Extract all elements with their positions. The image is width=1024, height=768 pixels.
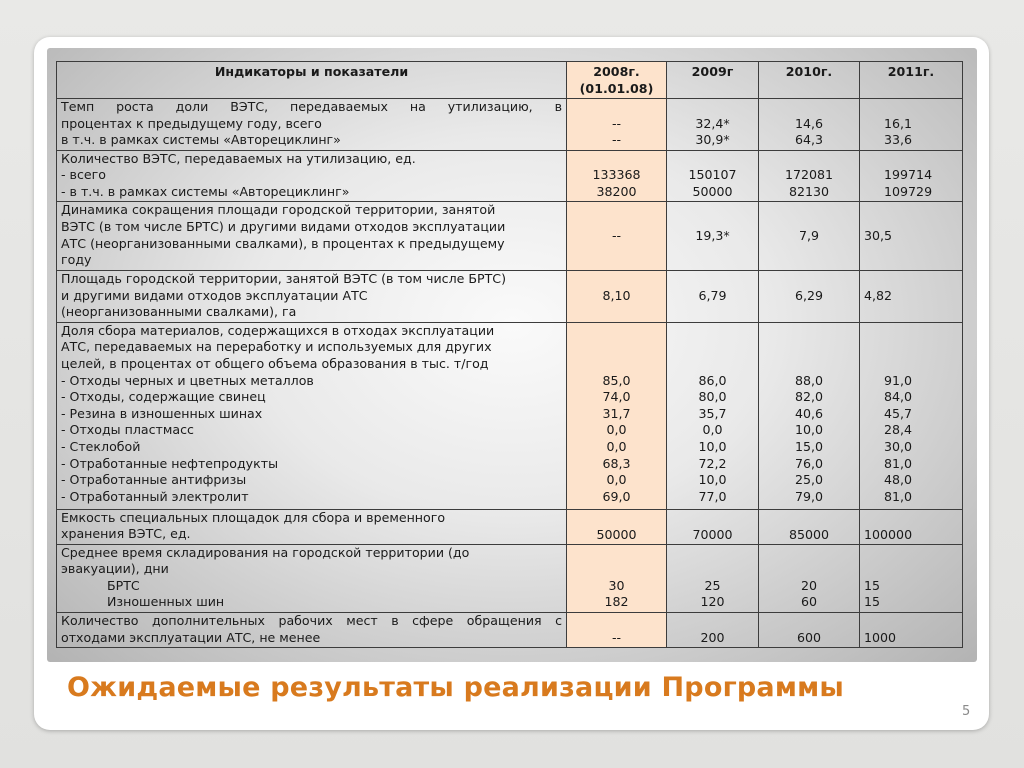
cell-2008: -- -- xyxy=(567,99,667,151)
cell-2011: 1000 xyxy=(860,613,963,648)
row-description: Среднее время складирования на городской территории (до эвакуации), дни БРТС Изношенных шин xyxy=(57,544,567,613)
table-row xyxy=(57,150,963,202)
table-row xyxy=(57,99,963,151)
cell-2009: 150107 50000 xyxy=(667,150,759,202)
row-description: Площадь городской территории, занятой ВЭТС (в том числе БРТС) и другими видами отходов эксплуатации АТС (неорганизованными свалками), га xyxy=(57,271,567,323)
cell-2009: 25 120 xyxy=(667,544,759,613)
cell-2011: 30,5 xyxy=(860,202,963,271)
row-description: Темп роста доли ВЭТС, передаваемых на утилизацию, в процентах к предыдущему году, всего в т.ч. в рамках системы «Авторециклинг» xyxy=(57,99,567,151)
row-description: Емкость специальных площадок для сбора и временного хранения ВЭТС, ед. xyxy=(57,509,567,544)
header-2010: 2010г. xyxy=(759,62,860,99)
cell-2010: 7,9 xyxy=(759,202,860,271)
cell-2008: 85,0 74,0 31,7 0,0 0,0 68,3 0,0 69,0 xyxy=(567,322,667,509)
cell-2011: 15 15 xyxy=(860,544,963,613)
cell-2010: 172081 82130 xyxy=(759,150,860,202)
header-2011: 2011г. xyxy=(860,62,963,99)
cell-2010: 20 60 xyxy=(759,544,860,613)
table-row xyxy=(57,509,963,544)
row-description: Количество дополнительных рабочих мест в сфере обращения с отходами эксплуатации АТС, не менее xyxy=(57,613,567,648)
header-2009: 2009г xyxy=(667,62,759,99)
cell-2010: 6,29 xyxy=(759,271,860,323)
cell-2010: 14,6 64,3 xyxy=(759,99,860,151)
header-row xyxy=(57,62,963,99)
cell-2009: 19,3* xyxy=(667,202,759,271)
row-description: Доля сбора материалов, содержащихся в отходах эксплуатации АТС, передаваемых на переработку и используемых для других целей, в процентах от общего объема образования в тыс. т/год - Отходы черных и цветных металлов - Отходы, содержащие свинец - Резина в изношенных шинах - Отходы пластмасс - Стеклобой - Отработанные нефтепродукты - Отработанные антифризы - Отработанный электролит xyxy=(57,322,567,509)
slide-title: Ожидаемые результаты реализации Программы xyxy=(67,672,844,703)
cell-2008: 8,10 xyxy=(567,271,667,323)
cell-2009: 32,4* 30,9* xyxy=(667,99,759,151)
row-description: Количество ВЭТС, передаваемых на утилизацию, ед. - всего - в т.ч. в рамках системы «Авторециклинг» xyxy=(57,150,567,202)
cell-2010: 88,0 82,0 40,6 10,0 15,0 76,0 25,0 79,0 xyxy=(759,322,860,509)
cell-2009: 86,0 80,0 35,7 0,0 10,0 72,2 10,0 77,0 xyxy=(667,322,759,509)
row-description: Динамика сокращения площади городской территории, занятой ВЭТС (в том числе БРТС) и другими видами отходов эксплуатации АТС (неорганизованными свалками), в процентах к предыдущему году xyxy=(57,202,567,271)
cell-2010: 85000 xyxy=(759,509,860,544)
table-row xyxy=(57,544,963,613)
cell-2009: 200 xyxy=(667,613,759,648)
indicators-table xyxy=(56,61,963,648)
table-row xyxy=(57,202,963,271)
header-indicators: Индикаторы и показатели xyxy=(57,62,567,99)
cell-2010: 600 xyxy=(759,613,860,648)
cell-2011: 100000 xyxy=(860,509,963,544)
cell-2011: 4,82 xyxy=(860,271,963,323)
cell-2011: 91,0 84,0 45,7 28,4 30,0 81,0 48,0 81,0 xyxy=(860,322,963,509)
cell-2011: 199714 109729 xyxy=(860,150,963,202)
cell-2008: 133368 38200 xyxy=(567,150,667,202)
table-row xyxy=(57,613,963,648)
table-row xyxy=(57,271,963,323)
cell-2009: 6,79 xyxy=(667,271,759,323)
page-number: 5 xyxy=(962,704,971,719)
cell-2008: -- xyxy=(567,613,667,648)
cell-2011: 16,1 33,6 xyxy=(860,99,963,151)
cell-2008: 50000 xyxy=(567,509,667,544)
table-row xyxy=(57,322,963,509)
cell-2008: 30 182 xyxy=(567,544,667,613)
cell-2009: 70000 xyxy=(667,509,759,544)
cell-2008: -- xyxy=(567,202,667,271)
header-2008: 2008г. (01.01.08) xyxy=(567,62,667,99)
